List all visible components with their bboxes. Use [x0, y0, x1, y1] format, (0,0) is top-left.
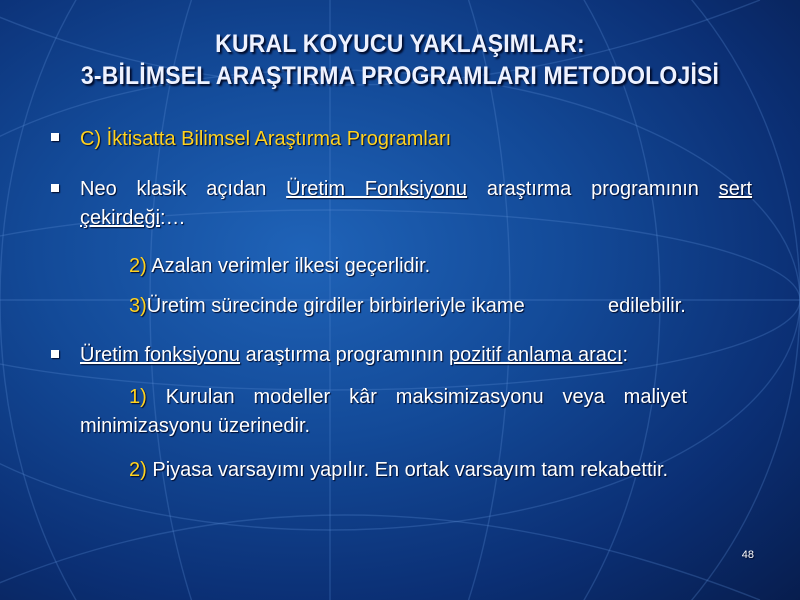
word: kâr — [349, 386, 377, 408]
word: klasik — [136, 178, 187, 200]
sert-term: sert — [718, 178, 753, 200]
uretim-fonksiyonu-term: Üretim fonksiyonu — [80, 344, 241, 366]
sub-item-ikame — [129, 293, 525, 320]
cekirdegi-term: çekirdeği — [80, 207, 161, 229]
pozitif-anlama-araci-term: pozitif anlama aracı — [449, 344, 623, 366]
item-text: Piyasa varsayımı yapılır. En ortak varsayım tam rekabettir. — [146, 459, 669, 481]
item-number: 2) — [129, 459, 147, 481]
word: veya — [562, 386, 605, 408]
colon-text: : — [622, 344, 629, 366]
ellipsis-text: :… — [160, 207, 186, 229]
word: maksimizasyonu — [395, 386, 544, 408]
sub-item-kar-maksimizasyonu-line-1 — [129, 384, 687, 411]
bullet-pozitif-anlama — [80, 342, 628, 369]
word: Kurulan — [165, 386, 235, 408]
word: modeller — [253, 386, 331, 408]
word: maliyet — [623, 386, 688, 408]
sub-item-ikame-end: edilebilir. — [608, 295, 686, 317]
bullet-neo-klasik-line-1 — [80, 176, 752, 203]
item-text: Azalan verimler ilkesi geçerlidir. — [146, 255, 431, 277]
item-number: 3) — [129, 295, 147, 317]
item-text: araştırma programının — [240, 344, 450, 366]
word: araştırma — [486, 178, 572, 200]
sub-item-piyasa-varsayimi — [129, 457, 668, 484]
bullet-neo-klasik-line-2 — [80, 205, 186, 232]
sub-item-kar-maksimizasyonu-line-2: minimizasyonu üzerinedir. — [80, 415, 311, 437]
bullet-marker — [51, 350, 59, 358]
sub-item-azalan-verimler — [129, 253, 430, 280]
slide-title-line-2: 3-BİLİMSEL ARAŞTIRMA PROGRAMLARI METODOLOJİSİ — [80, 62, 720, 90]
item-text: Üretim sürecinde girdiler birbirleriyle ikame — [146, 295, 525, 317]
page-number: 48 — [741, 549, 754, 561]
slide-title-line-1: KURAL KOYUCU YAKLAŞIMLAR: — [215, 30, 585, 58]
item-number: 1) — [129, 386, 147, 408]
word: programının — [591, 178, 699, 200]
bullet-marker — [51, 184, 59, 192]
item-number: 2) — [129, 255, 147, 277]
uretim-fonksiyonu-term: Üretim Fonksiyonu — [286, 178, 468, 200]
word: açıdan — [206, 178, 267, 200]
bullet-marker — [51, 133, 59, 141]
word: Neo — [80, 178, 117, 200]
section-heading: C) İktisatta Bilimsel Araştırma Programları — [80, 128, 452, 150]
